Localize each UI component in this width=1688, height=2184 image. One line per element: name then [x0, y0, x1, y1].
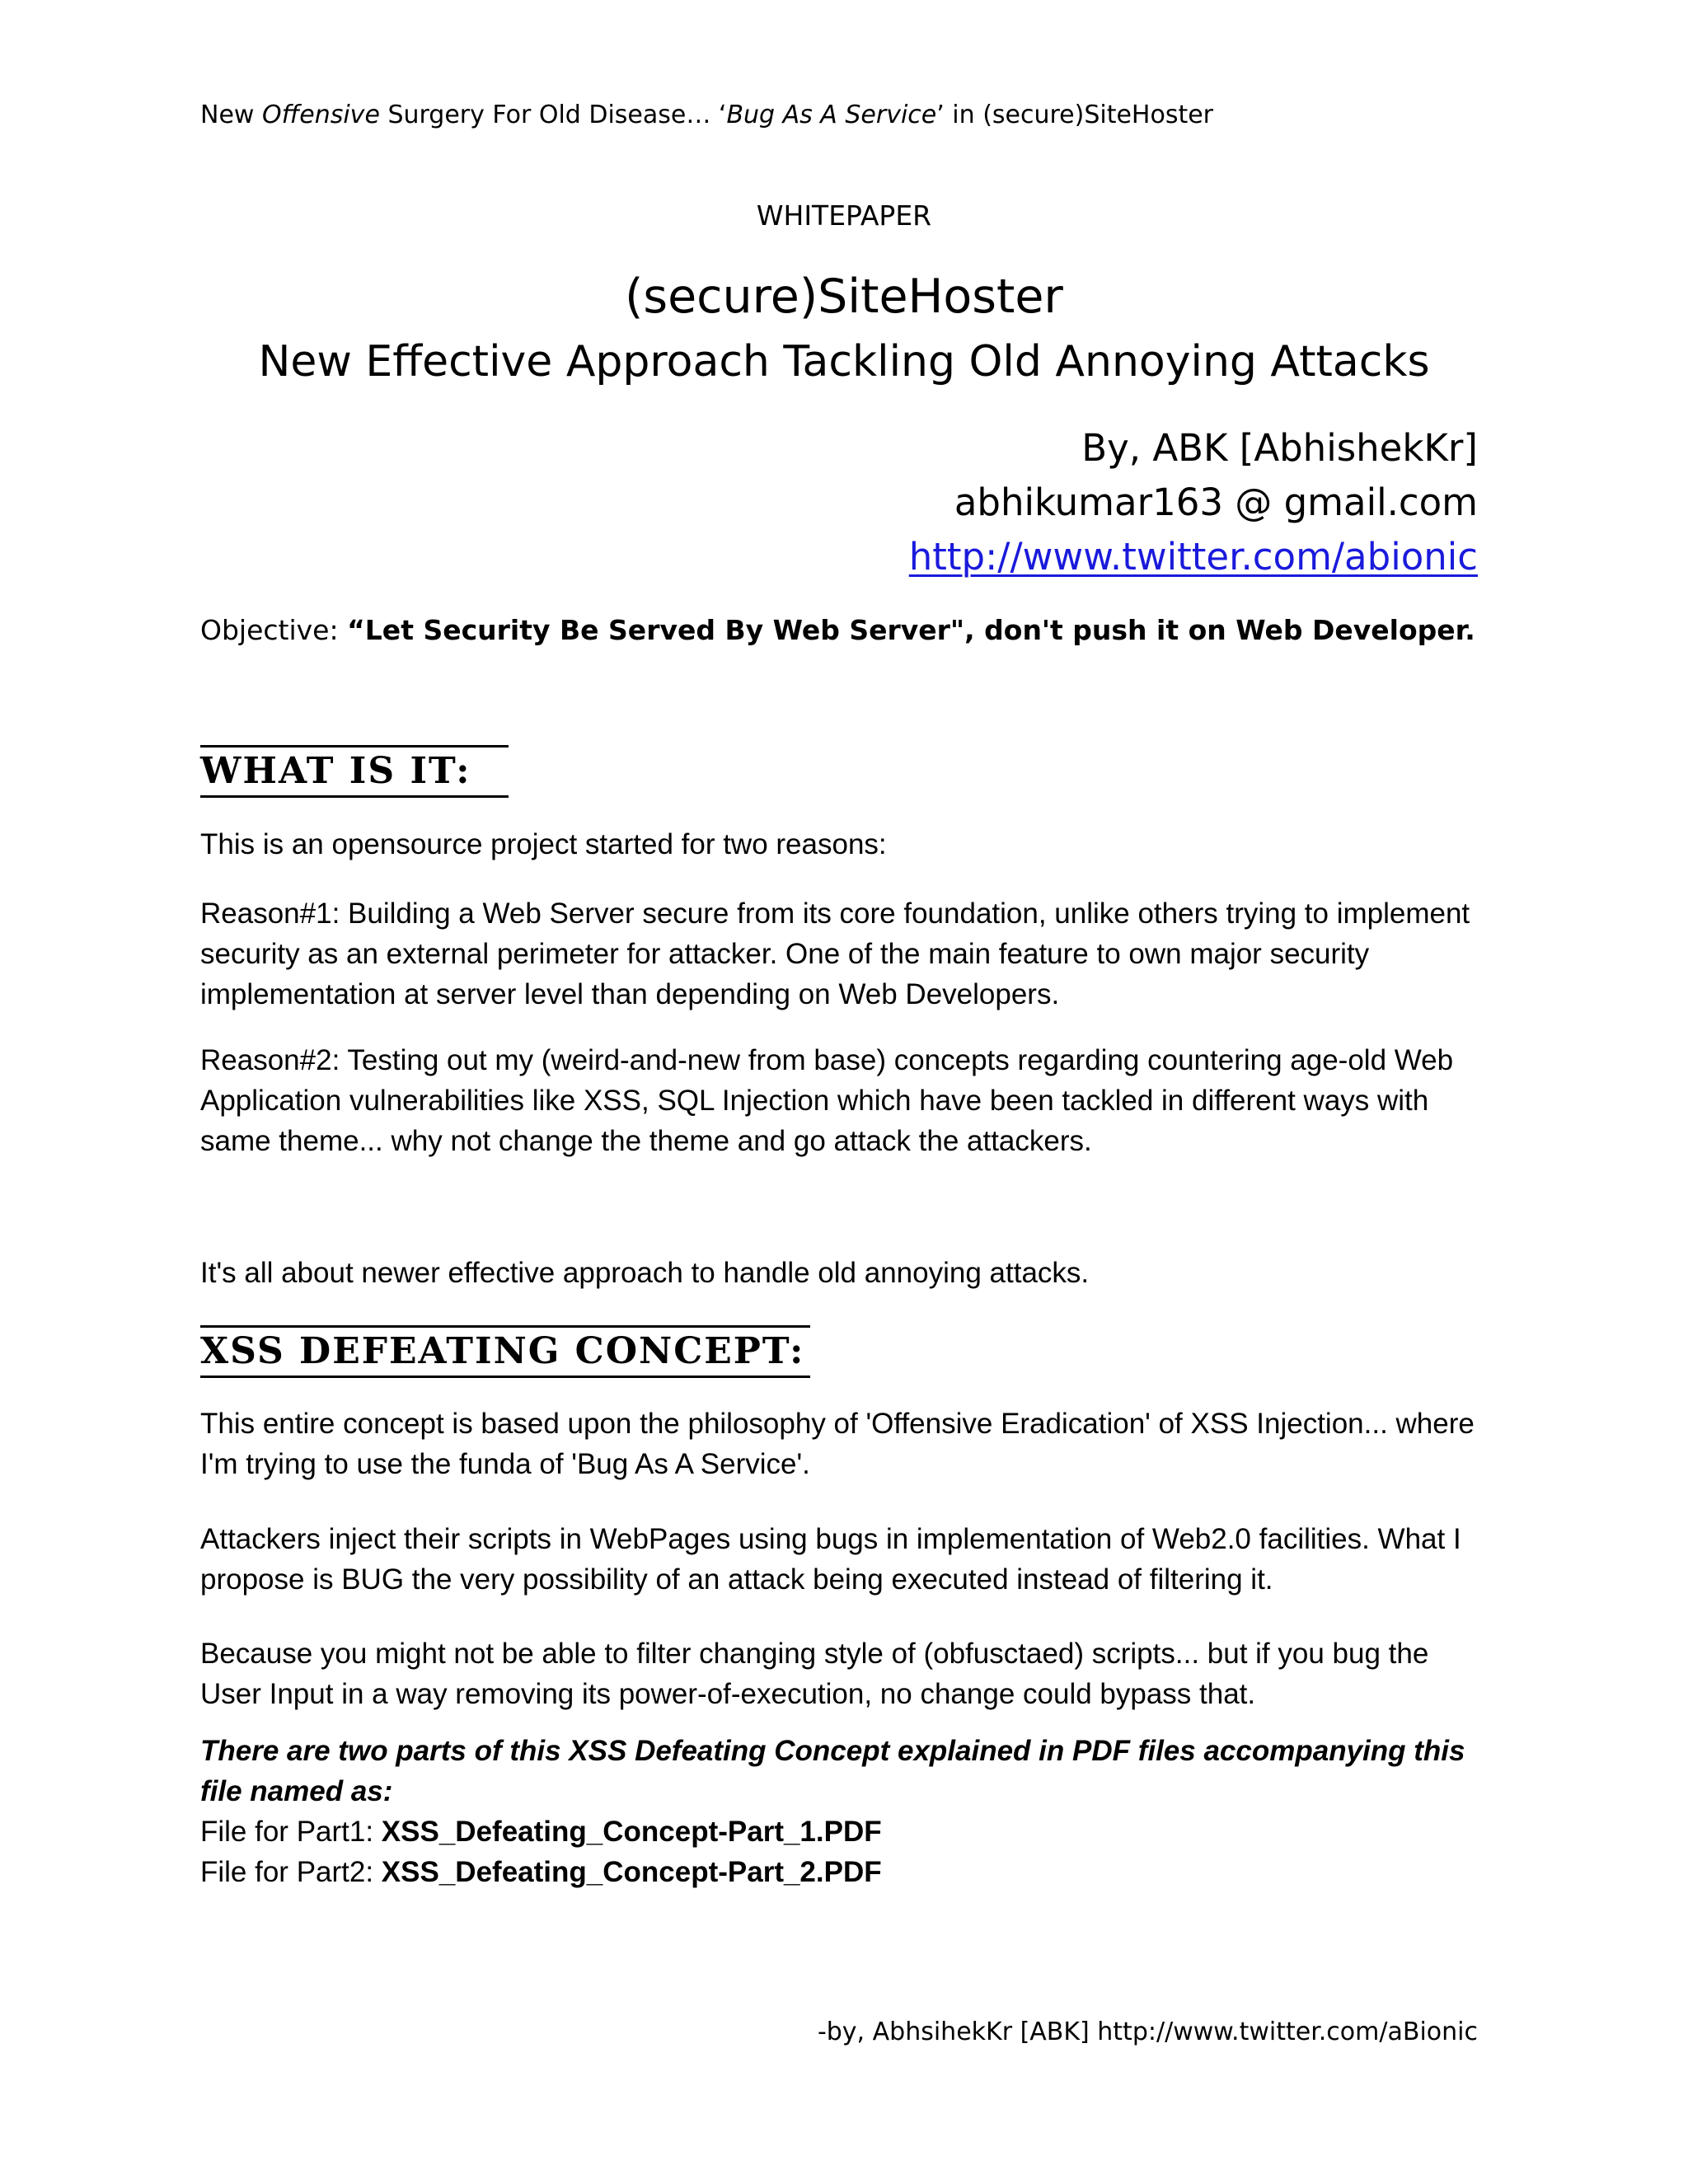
objective-text: “Let Security Be Served By Web Server", don't push it on Web Developer.: [347, 614, 1475, 646]
author-name: By, ABK [AbhishekKr]: [1081, 426, 1478, 470]
file-line-part-2: [200, 1852, 1494, 1892]
document-subtitle: New Effective Approach Tackling Old Annoying Attacks: [258, 337, 1430, 387]
file-label-part-2: File for Part2:: [200, 1856, 382, 1888]
file-name-part-2: XSS_Defeating_Concept-Part_2.PDF: [381, 1856, 882, 1888]
objective-label: Objective:: [200, 614, 348, 646]
file-label-part-1: File for Part1:: [200, 1816, 382, 1848]
header-text-baas: Bug As A Service: [726, 101, 937, 129]
running-header: [200, 99, 1213, 132]
author-email: abhikumar163 @ gmail.com: [954, 480, 1478, 524]
header-text-1: New: [200, 101, 262, 129]
file-name-part-1: XSS_Defeating_Concept-Part_1.PDF: [381, 1816, 882, 1848]
paragraph-xss-bypass: Because you might not be able to filter changing style of (obfusctaed) scripts... but if you bug the User Input in a way removing its power-of-execution, no change could bypass that.: [200, 1638, 1429, 1710]
objective-statement: [200, 612, 1475, 649]
paragraph-summary: It's all about newer effective approach to handle old annoying attacks.: [200, 1257, 1090, 1289]
author-twitter-link[interactable]: http://www.twitter.com/abionic: [908, 535, 1478, 579]
header-text-3: Surgery For Old Disease… ‘: [379, 101, 727, 129]
paragraph-xss-philosophy: This entire concept is based upon the philosophy of 'Offensive Eradication' of XSS Injection... where I'm trying to use the funda of 'Bug As A Service'.: [200, 1408, 1475, 1480]
section-heading-what-is-it: WHAT IS IT:: [200, 745, 509, 798]
paragraph-reason-1: Reason#1: Building a Web Server secure from its core foundation, unlike others trying to implement security as an external perimeter for attacker. One of the main feature to own major security implementation at server level than depending on Web Developers.: [200, 898, 1470, 1010]
page-footer: -by, AbhsihekKr [ABK] http://www.twitter.com/aBionic: [817, 2018, 1478, 2046]
paragraph-xss-parts: There are two parts of this XSS Defeating Concept explained in PDF files accompanying this file named as:: [200, 1735, 1465, 1807]
paragraph-reason-2: Reason#2: Testing out my (weird-and-new from base) concepts regarding countering age-old Web Application vulnerabilities like XSS, SQL Injection which have been tackled in different ways with same theme... why not change the theme and go attack the attackers.: [200, 1044, 1454, 1157]
paragraph-xss-attackers: Attackers inject their scripts in WebPages using bugs in implementation of Web2.0 facilities. What I propose is BUG the very possibility of an attack being executed instead of filtering it.: [200, 1523, 1461, 1596]
section-heading-xss-concept: XSS DEFEATING CONCEPT:: [200, 1325, 810, 1378]
header-text-5: ’ in (secure)SiteHoster: [936, 101, 1214, 129]
header-text-offensive: Offensive: [261, 101, 380, 129]
document-type-label: WHITEPAPER: [756, 199, 932, 232]
document-title: (secure)SiteHoster: [625, 269, 1063, 324]
paragraph-intro: This is an opensource project started for two reasons:: [200, 828, 887, 860]
file-line-part-1: [200, 1811, 1494, 1852]
